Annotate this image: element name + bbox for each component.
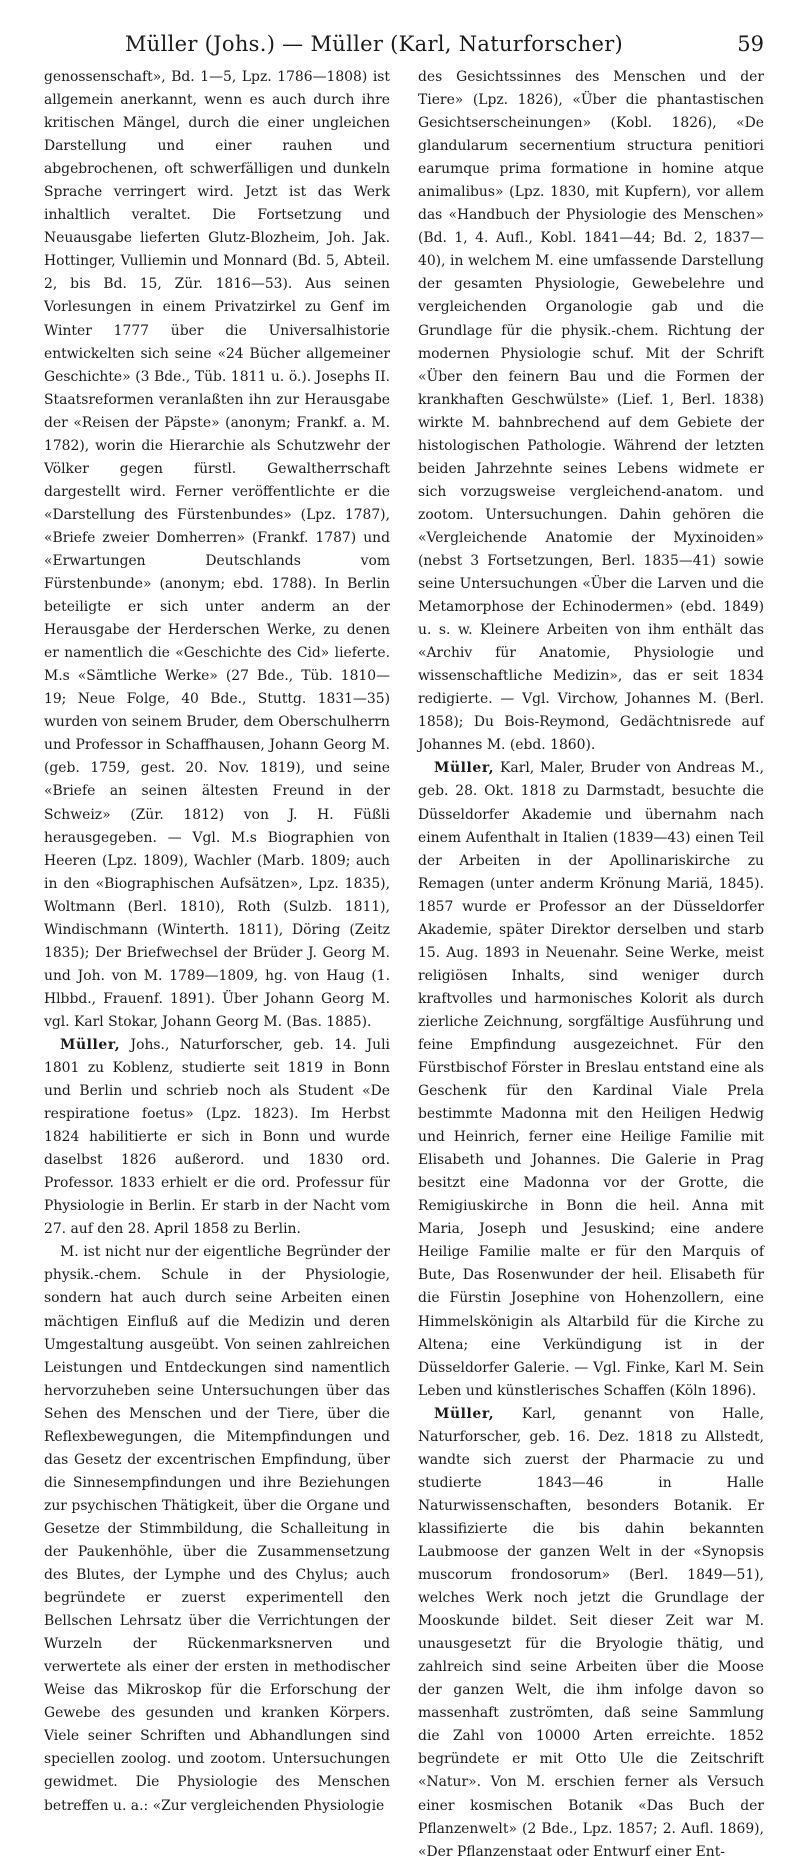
left-column [44,66,390,1814]
entry-text: Karl, Maler, Bruder von Andreas M., geb. 28. Okt. 1818 zu Darmstadt, besuchte die Düsseldorfer Akademie und übernahm nach einem Aufenthalt in Italien (1839—43) einen Teil der Arbeiten in der Apollinariskirche zu Remagen (unter anderm Krönung Mariä, 1845). 1857 wurde er Professor an der Düsseldorfer Akademie, später Direktor derselben und starb 15. Aug. 1893 in Neuenahr. Seine Werke, meist religiösen Inhalts, sind weniger durch kraftvolles und harmonisches Kolorit als durch zierliche Zeichnung, sorgfältige Ausführung und feine Empfindung ausgezeichnet. Für den Fürstbischof Förster in Breslau entstand eine als Geschenk für den Kardinal Viale Prela bestimmte Madonna mit den Heiligen Hedwig und Heinrich, ferner eine Heilige Familie mit Elisabeth und Johannes. Die Galerie in Prag besitzt eine Madonna vor der Grotte, die Remigiuskirche in Bonn die heil. Anna mit Maria, Joseph und Jesuskind; eine andere Heilige Familie malte er für den Marquis of Bute, Das Rosenwunder der heil. Elisabeth für die Fürstin Josephine von Hohenzollern, eine Himmelskönigin als Altarbild für die Kirche zu Altena; eine Verkündigung ist in der Düsseldorfer Galerie. — Vgl. Finke, Karl M. Sein Leben und künstlerisches Schaffen (Köln 1896). [418,760,764,1399]
entry-paragraph: M. ist nicht nur der eigentliche Begründer der physik.-chem. Schule in der Physiologie, sondern hat auch durch seine Arbeiten einen mächtigen Einfluß auf die Medizin und deren Umgestaltung ausgeübt. Von seinen zahlreichen Leistungen und Entdeckungen sind namentlich hervorzuheben seine Untersuchungen über das Sehen des Menschen und der Tiere, über die Reflexbewegungen, die Mitempfindungen und das Gesetz der excentrischen Empfindung, über die Sinnesempfindungen und ihre Beziehungen zur psychischen Thätigkeit, über die Organe und Gesetze der Stimmbildung, die Schalleitung in der Paukenhöhle, über die Zusammensetzung des Blutes, der Lymphe und des Chylus; auch begründete er zuerst experimentell den Bellschen Lehrsatz über die Verrichtungen der Wurzeln der Rückenmarksnerven und verwertete als einer der ersten in methodischer Weise das Mikroskop für die Erforschung der Gewebe des gesunden und kranken Körpers. Viele seiner Schriften und Abhandlungen sind speciellen zoolog. und zootom. Untersuchungen gewidmet. Die Physiologie des Menschen betreffen u. a.: «Zur vergleichenden Physiologie [44,1244,390,1814]
entry-mueller-johs [44,1034,390,1241]
entry-mueller-karl-maler [418,757,764,1402]
entry-lemma: Müller, [434,1405,495,1422]
entry-text: Karl, genannt von Halle, Naturforscher, geb. 16. Dez. 1818 zu Allstedt, wandte sich zuerst der Pharmacie zu und studierte 1843—46 in Halle Naturwissenschaften, besonders Botanik. Er klassifizierte die bis dahin bekannten Laubmoose der ganzen Welt in der «Synopsis muscorum frondosorum» (Berl. 1849—51), welches Werk noch jetzt die Grundlage der Mooskunde bildet. Seit dieser Zeit war M. unausgesetzt für die Bryologie thätig, und zahlreich sind seine Arbeiten über die Moose der ganzen Welt, die ihm infolge davon so massenhaft zuströmten, daß seine Sammlung die Zahl von 10000 Arten erreichte. 1852 begründete er mit Otto Ule die Zeitschrift «Natur». Von M. erschien ferner als Versuch einer kosmischen Botanik «Das Buch der Pflanzenwelt» (2 Bde., Lpz. 1857; 2. Aufl. 1869), «Der Pflanzenstaat oder Entwurf einer Ent- [418,1405,764,1860]
entry-lemma: Müller, [434,760,495,777]
continued-paragraph: des Gesichtssinnes des Menschen und der Tiere» (Lpz. 1826), «Über die phantastischen Gesichtserscheinungen» (Kobl. 1826), «De glandularum secernentium structura penitiori earumque prima formatione in homine atque animalibus» (Lpz. 1830, mit Kupfern), vor allem das «Handbuch der Physiologie des Menschen» (Bd. 1, 4. Aufl., Kobl. 1841—44; Bd. 2, 1837—40), in welchem M. eine umfassende Darstellung der gesamten Physiologie, Gewebelehre und vergleichenden Organologie gab und die Grundlage für die physik.-chem. Richtung der modernen Physiologie schuf. Mit der Schrift «Über den feinern Bau und die Formen der krankhaften Geschwülste» (Lief. 1, Berl. 1838) wirkte M. bahnbrechend auf dem Gebiete der histologischen Pathologie. Während der letzten beiden Jahrzehnte seines Lebens widmete er sich vorzugsweise vergleichend-anatom. und zootom. Untersuchungen. Dahin gehören die «Vergleichende Anatomie der Myxinoiden» (nebst 3 Fortsetzungen, Berl. 1835—41) sowie seine Untersuchungen «Über die Larven und die Metamorphose der Echinodermen» (ebd. 1849) u. s. w. Kleinere Arbeiten von ihm enthält das «Archiv für Anatomie, Physiologie und wissenschaftliche Medizin», das er seit 1834 redigierte. — Vgl. Virchow, Johannes M. (Berl. 1858); Du Bois-Reymond, Gedächtnisrede auf Johannes M. (ebd. 1860). [418,69,764,754]
right-column [418,66,764,1860]
page-number: 59 [737,32,764,56]
entry-lemma: Müller, [60,1036,121,1053]
header-title: Müller (Johs.) — Müller (Karl, Naturforscher) [124,32,624,56]
continued-paragraph: genossenschaft», Bd. 1—5, Lpz. 1786—1808) ist allgemein anerkannt, wenn es auch durch ihre kritischen Mängel, durch die einer ungleichen Darstellung und einer rauhen und abgebrochenen, oft schwerfälligen und dunkeln Sprache verringert wird. Jetzt ist das Werk inhaltlich veraltet. Die Fortsetzung und Neuausgabe lieferten Glutz-Blozheim, Joh. Jak. Hottinger, Vulliemin und Monnard (Bd. 5, Abteil. 2, bis Bd. 15, Zür. 1816—53). Aus seinen Vorlesungen in einem Privatzirkel zu Genf im Winter 1777 über die Universalhistorie entwickelten sich seine «24 Bücher allgemeiner Geschichte» (3 Bde., Tüb. 1811 u. ö.). Josephs II. Staatsreformen veranlaßten ihn zur Herausgabe der «Reisen der Päpste» (anonym; Frankf. a. M. 1782), worin die Hierarchie als Schutzwehr der Völker gegen fürstl. Gewaltherrschaft dargestellt wird. Ferner veröffentlichte er die «Darstellung des Fürstenbundes» (Lpz. 1787), «Briefe zweier Domherren» (Frankf. 1787) und «Erwartungen Deutschlands vom Fürstenbunde» (anonym; ebd. 1788). In Berlin beteiligte er sich unter anderm an der Herausgabe der Herderschen Werke, zu denen er namentlich die «Geschichte des Cid» lieferte. M.s «Sämtliche Werke» (27 Bde., Tüb. 1810—19; Neue Folge, 40 Bde., Stuttg. 1831—35) wurden von seinem Bruder, dem Oberschulherrn und Professor in Schaffhausen, Johann Georg M. (geb. 1759, gest. 20. Nov. 1819), und seine «Briefe an seinen ältesten Freund in der Schweiz» (Zür. 1812) von J. H. Füßli herausgegeben. — Vgl. M.s Biographien von Heeren (Lpz. 1809), Wachler (Marb. 1809; auch in den «Biographischen Aufsätzen», Lpz. 1835), Woltmann (Berl. 1810), Roth (Sulzb. 1811), Windischmann (Winterth. 1811), Döring (Zeitz 1835); Der Briefwechsel der Brüder J. Georg M. und Joh. von M. 1789—1809, hg. von Haug (1. Hlbbd., Frauenf. 1891). Über Johann Georg M. vgl. Karl Stokar, Johann Georg M. (Bas. 1885). [44,69,390,1030]
entry-mueller-karl-naturforscher [418,1403,764,1864]
running-header [40,28,768,68]
entry-text: Johs., Naturforscher, geb. 14. Juli 1801 zu Koblenz, studierte seit 1819 in Bonn und Berlin und schrieb noch als Student «De respiratione foetus» (Lpz. 1823). Im Herbst 1824 habilitierte er sich in Bonn und wurde daselbst 1826 außerord. und 1830 ord. Professor. 1833 erhielt er die ord. Professur für Physiologie in Berlin. Er starb in der Nacht vom 27. auf den 28. April 1858 zu Berlin. [44,1036,390,1238]
